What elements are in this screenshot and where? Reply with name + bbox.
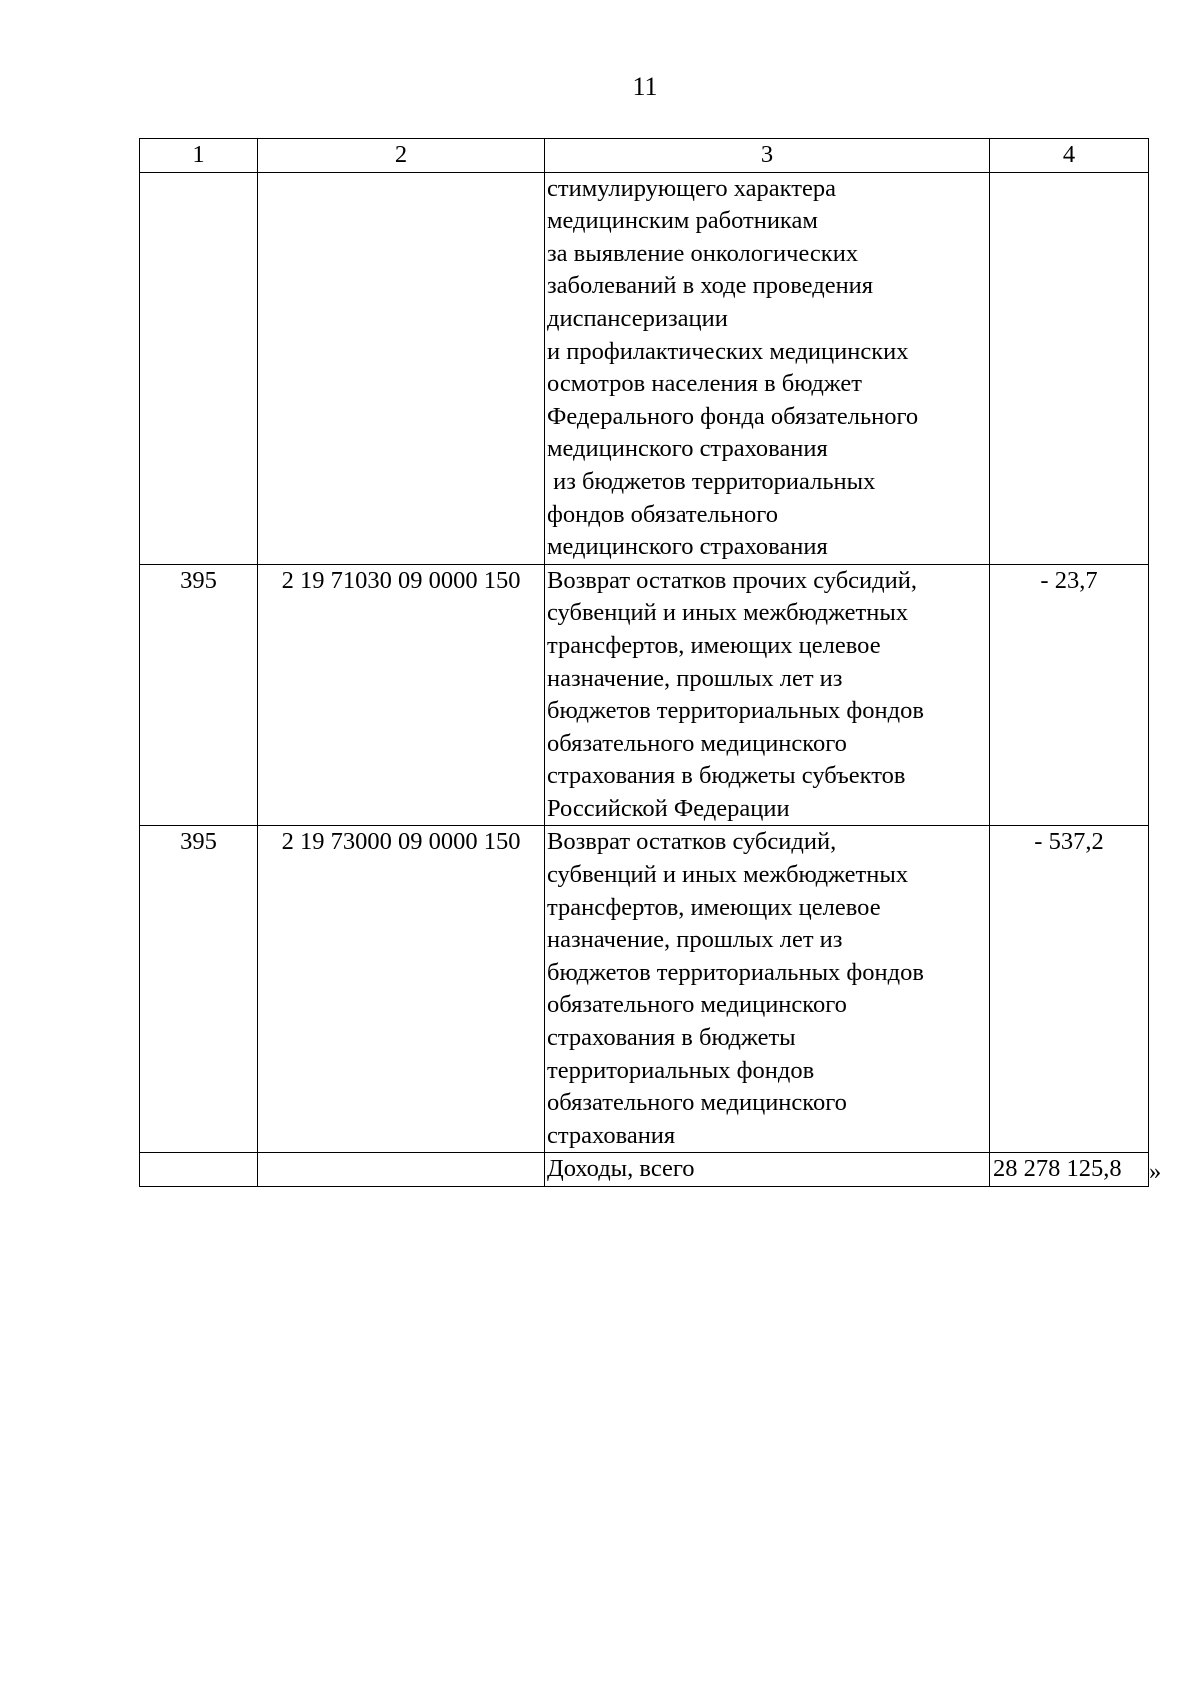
amount-cell xyxy=(990,172,1149,564)
description-line: субвенций и иных межбюджетных xyxy=(547,599,909,627)
description-line: страхования в бюджеты субъектов xyxy=(547,762,906,790)
description-line: обязательного медицинского xyxy=(547,991,847,1019)
admin-code-cell xyxy=(140,172,258,564)
description-line: за выявление онкологических xyxy=(547,239,859,267)
budget-code-cell: 2 19 71030 09 0000 150 xyxy=(258,564,545,826)
total-empty-cell xyxy=(140,1153,258,1187)
description-line: бюджетов территориальных фондов xyxy=(547,958,924,986)
description-line: из бюджетов территориальных xyxy=(547,467,876,495)
description-line: бюджетов территориальных фондов xyxy=(547,697,924,725)
budget-code-cell: 2 19 73000 09 0000 150 xyxy=(258,826,545,1153)
description-line: диспансеризации xyxy=(547,304,728,332)
table-row xyxy=(140,826,1149,1153)
table-row xyxy=(140,172,1149,564)
header-col-2: 2 xyxy=(258,139,545,173)
table-header-row xyxy=(140,139,1149,173)
description-line: страхования xyxy=(547,1121,676,1149)
description-line: назначение, прошлых лет из xyxy=(547,664,843,692)
description-line: Возврат остатков прочих субсидий, xyxy=(547,566,917,594)
description-line: заболеваний в ходе проведения xyxy=(547,272,874,300)
description-line: стимулирующего характера xyxy=(547,174,836,202)
total-value: 28 278 125,8 xyxy=(990,1153,1149,1187)
description-line: осмотров населения в бюджет xyxy=(547,370,862,398)
closing-quote: » xyxy=(1149,1158,1162,1185)
description-line: страхования в бюджеты xyxy=(547,1024,796,1052)
budget-code-cell xyxy=(258,172,545,564)
admin-code-cell: 395 xyxy=(140,826,258,1153)
amount-cell: - 537,2 xyxy=(990,826,1149,1153)
table-row xyxy=(140,564,1149,826)
description-line: Возврат остатков субсидий, xyxy=(547,828,837,856)
description-line: медицинского страхования xyxy=(547,435,828,463)
description-cell xyxy=(545,172,990,564)
description-line: медицинского страхования xyxy=(547,533,828,561)
header-col-3: 3 xyxy=(545,139,990,173)
total-label: Доходы, всего xyxy=(545,1153,990,1187)
table-total-row xyxy=(140,1153,1149,1187)
header-col-1: 1 xyxy=(140,139,258,173)
description-line: назначение, прошлых лет из xyxy=(547,926,843,954)
revenue-table xyxy=(139,138,1149,1187)
description-line: медицинским работникам xyxy=(547,207,818,235)
description-line: трансфертов, имеющих целевое xyxy=(547,631,881,659)
description-line: трансфертов, имеющих целевое xyxy=(547,893,881,921)
admin-code-cell: 395 xyxy=(140,564,258,826)
description-cell xyxy=(545,826,990,1153)
amount-cell: - 23,7 xyxy=(990,564,1149,826)
description-line: Российской Федерации xyxy=(547,794,790,822)
description-line: субвенций и иных межбюджетных xyxy=(547,861,909,889)
description-line: фондов обязательного xyxy=(547,500,778,528)
header-col-4: 4 xyxy=(990,139,1149,173)
description-cell xyxy=(545,564,990,826)
description-line: территориальных фондов xyxy=(547,1056,815,1084)
description-line: и профилактических медицинских xyxy=(547,337,909,365)
description-line: обязательного медицинского xyxy=(547,1089,847,1117)
description-line: обязательного медицинского xyxy=(547,729,847,757)
page-number: 11 xyxy=(632,72,658,101)
description-line: Федерального фонда обязательного xyxy=(547,402,919,430)
total-empty-cell xyxy=(258,1153,545,1187)
